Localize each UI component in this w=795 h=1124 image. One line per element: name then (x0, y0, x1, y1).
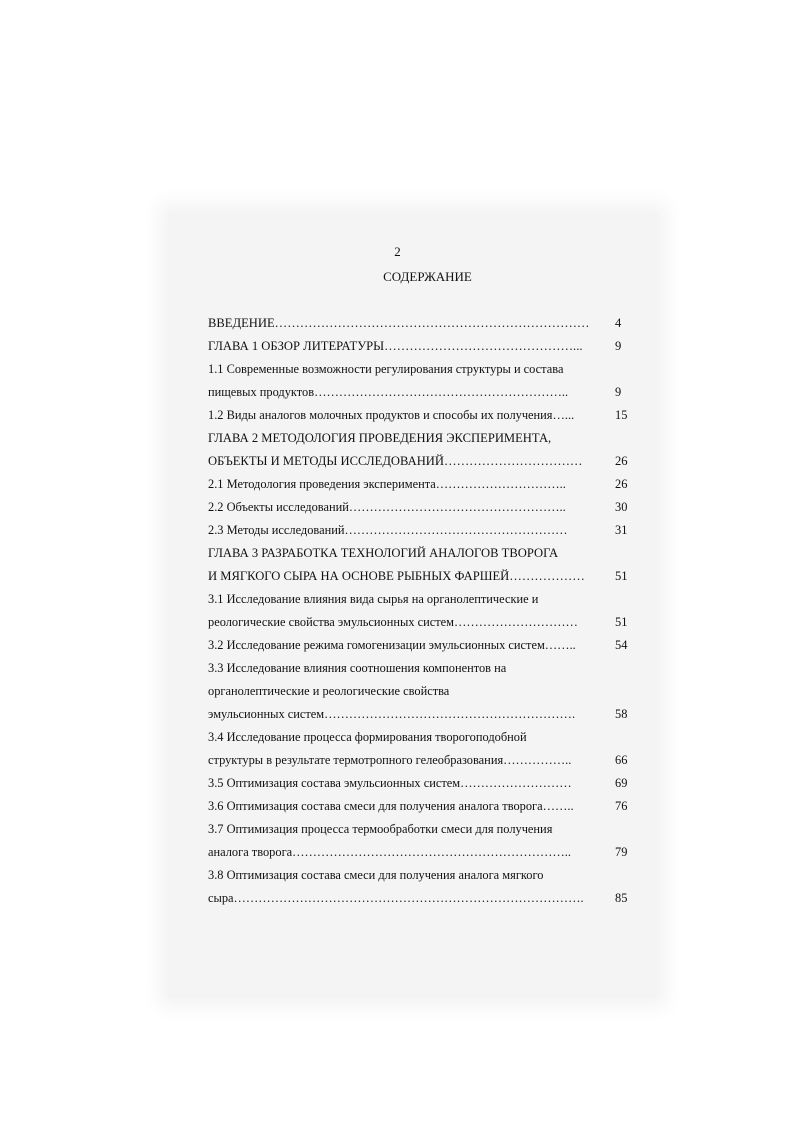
toc-entry-chapter-2-cont (208, 452, 634, 470)
toc-entry-text: ВВЕДЕНИЕ………………………………………………………………… (208, 316, 590, 330)
toc-entry-chapter-2 (208, 429, 634, 447)
toc-entry-page: 66 (615, 753, 628, 767)
page-number: 2 (394, 244, 401, 259)
toc-entry-introduction (208, 314, 634, 332)
toc-entry-text: пищевых продуктов…………………………………………………….. (208, 385, 569, 399)
toc-entry-1-1 (208, 360, 634, 378)
toc-entry-text: И МЯГКОГО СЫРА НА ОСНОВЕ РЫБНЫХ ФАРШЕЙ……………… (208, 569, 585, 583)
toc-entry-3-6 (208, 797, 634, 815)
toc-entry-1-2 (208, 406, 634, 424)
toc-entry-page: 9 (615, 385, 622, 399)
toc-entry-3-5 (208, 774, 634, 792)
toc-entry-3-3-cont (208, 682, 634, 700)
toc-entry-3-8 (208, 866, 634, 884)
toc-entry-text: 3.7 Оптимизация процесса термообработки смеси для получения (208, 822, 553, 836)
toc-entry-text: 2.1 Методология проведения эксперимента………………………….. (208, 477, 566, 491)
toc-entry-3-1-cont (208, 613, 634, 631)
toc-entry-3-1 (208, 590, 634, 608)
toc-entry-text: аналога творога………………………………………………………….. (208, 845, 571, 859)
toc-entry-page: 54 (615, 638, 628, 652)
toc-entry-text: 3.8 Оптимизация состава смеси для получения аналога мягкого (208, 868, 544, 882)
toc-entry-text: 3.1 Исследование влияния вида сырья на органолептические и (208, 592, 539, 606)
toc-entry-2-3 (208, 521, 634, 539)
toc-entry-2-2 (208, 498, 634, 516)
toc-entry-3-3-cont-2 (208, 705, 634, 723)
toc-entry-text: структуры в результате термотропного гелеобразования…………….. (208, 753, 572, 767)
toc-entry-3-7-cont (208, 843, 634, 861)
toc-entry-text: ГЛАВА 3 РАЗРАБОТКА ТЕХНОЛОГИЙ АНАЛОГОВ ТВОРОГА (208, 546, 559, 560)
toc-entry-page: 30 (615, 500, 628, 514)
toc-entry-1-1-cont (208, 383, 634, 401)
toc-entry-text: реологические свойства эмульсионных систем………………………… (208, 615, 578, 629)
toc-entry-3-4 (208, 728, 634, 746)
toc-entry-3-7 (208, 820, 634, 838)
toc-entry-page: 15 (615, 408, 628, 422)
toc-entry-text: 1.2 Виды аналогов молочных продуктов и способы их получения…... (208, 408, 575, 422)
toc-entry-page: 31 (615, 523, 628, 537)
toc-entry-2-1 (208, 475, 634, 493)
toc-title: СОДЕРЖАНИЕ (383, 269, 472, 284)
toc-entry-3-3 (208, 659, 634, 677)
toc-entry-page: 51 (615, 615, 628, 629)
toc-entry-page: 4 (615, 316, 622, 330)
toc-entry-text: 3.6 Оптимизация состава смеси для получения аналога творога…….. (208, 799, 574, 813)
toc-entry-3-8-cont (208, 889, 634, 907)
toc-entry-page: 51 (615, 569, 628, 583)
toc-entry-page: 85 (615, 891, 628, 905)
toc-entry-text: 1.1 Современные возможности регулирования структуры и состава (208, 362, 564, 376)
toc-entry-page: 9 (615, 339, 622, 353)
toc-entry-page: 26 (615, 454, 628, 468)
toc-entry-chapter-3 (208, 544, 634, 562)
toc-entry-page: 79 (615, 845, 628, 859)
toc-entry-text: ГЛАВА 1 ОБЗОР ЛИТЕРАТУРЫ………………………………………... (208, 339, 583, 353)
toc-entry-text: 3.5 Оптимизация состава эмульсионных систем……………………… (208, 776, 572, 790)
toc-entry-text: органолептические и реологические свойства (208, 684, 450, 698)
toc-entry-chapter-1 (208, 337, 634, 355)
toc-entry-page: 76 (615, 799, 628, 813)
toc-entry-chapter-3-cont (208, 567, 634, 585)
toc-entry-text: 3.4 Исследование процесса формирования творогоподобной (208, 730, 527, 744)
toc-entry-text: эмульсионных систем……………………………………………………. (208, 707, 576, 721)
toc-entry-page: 26 (615, 477, 628, 491)
toc-entry-text: ОБЪЕКТЫ И МЕТОДЫ ИССЛЕДОВАНИЙ…………………………… (208, 454, 583, 468)
toc-entry-text: 2.3 Методы исследований……………………………………………… (208, 523, 568, 537)
toc-entry-text: 2.2 Объекты исследований…………………………………………….. (208, 500, 566, 514)
toc-entry-text: сыра…………………………………………………………………………. (208, 891, 584, 905)
toc-entry-page: 58 (615, 707, 628, 721)
toc-entry-text: 3.2 Исследование режима гомогенизации эмульсионных систем…….. (208, 638, 576, 652)
toc-entry-text: 3.3 Исследование влияния соотношения компонентов на (208, 661, 507, 675)
toc-entry-text: ГЛАВА 2 МЕТОДОЛОГИЯ ПРОВЕДЕНИЯ ЭКСПЕРИМЕНТА, (208, 431, 552, 445)
toc-entry-3-2 (208, 636, 634, 654)
toc-entry-3-4-cont (208, 751, 634, 769)
toc-entry-page: 69 (615, 776, 628, 790)
